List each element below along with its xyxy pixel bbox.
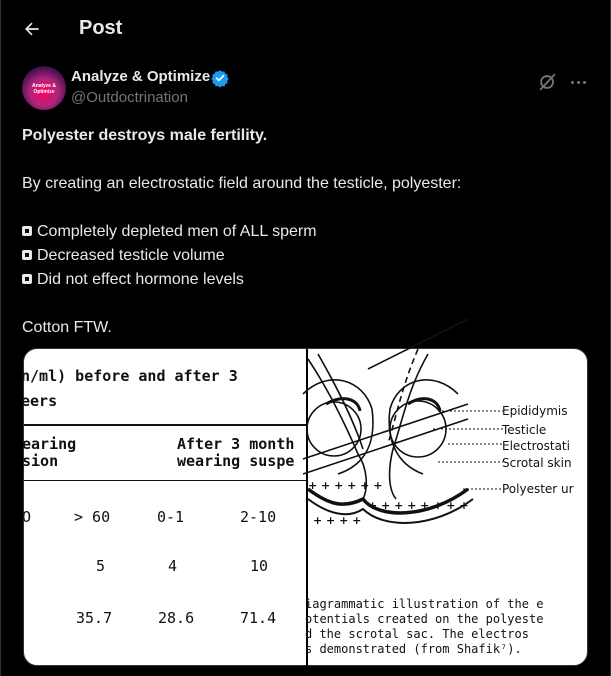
page-title: Post (79, 17, 123, 39)
bullet-square-icon (22, 226, 32, 236)
label-scrotal-skin: Scrotal skin (502, 456, 572, 470)
table-title-line-2: eers (21, 392, 58, 410)
more-dot-icon (583, 81, 586, 84)
author-handle[interactable]: @Outdoctrination (71, 89, 188, 106)
back-button[interactable] (14, 11, 50, 47)
table-header-left-2: sion (22, 452, 59, 470)
spacer (22, 292, 592, 316)
post-header (0, 0, 611, 58)
bullet-square-icon (22, 250, 32, 260)
diagram-caption-line: d the scrotal sac. The electros (305, 627, 529, 641)
table-header-left-1: earing (22, 435, 77, 453)
more-dot-icon (571, 81, 574, 84)
author-display-name[interactable]: Analyze & Optimize (71, 68, 211, 85)
avatar[interactable] (22, 66, 66, 110)
frame-border-left (0, 0, 1, 676)
label-electrostatic: Electrostati (502, 439, 570, 453)
post-media[interactable]: n/ml) before and after 3 eers earing sion After 3 month wearing suspe O > 60 0-1 2-10 5 4 10 35.7 28.6 71.4 + + + + + + + + + + + + + + + + + + Epididymis Testicle Electrostati Scrotal skin Polyester ur iagrammatic illustration of the e otentials created on the polyeste d the scrotal sac. The electros s demonstrated (from Shafik⁷). (23, 348, 588, 666)
bullet-item: Completely depleted men of ALL sperm (22, 220, 592, 244)
table-header-right-2: wearing suspe (177, 452, 295, 470)
post-headline: Polyester destroys male fertility. (22, 127, 268, 144)
table-header-right-1: After 3 month (177, 435, 295, 453)
svg-text:+ + + + + + + +: + + + + + + + + (368, 499, 469, 512)
post-text (22, 124, 592, 340)
label-testicle: Testicle (502, 423, 547, 437)
post-closing: Cotton FTW. (22, 319, 112, 336)
grok-icon[interactable] (537, 71, 559, 93)
table-rule (24, 424, 306, 426)
bullet-square-icon (22, 274, 32, 284)
verified-badge-icon[interactable] (211, 69, 229, 87)
bullet-item: Decreased testicle volume (22, 244, 592, 268)
table-title-line-1: n/ml) before and after 3 (21, 367, 238, 385)
svg-text:+ + + + + +: + + + + + + (308, 479, 383, 492)
diagram-caption-line: s demonstrated (from Shafik⁷). (305, 642, 522, 656)
svg-text:+ + + +: + + + + (313, 514, 362, 527)
more-dot-icon (577, 81, 580, 84)
avatar-logo-text: Analyze & Optimize (32, 83, 56, 95)
diagram-caption-line: otentials created on the polyeste (305, 612, 544, 626)
label-epididymis: Epididymis (502, 404, 568, 418)
bullet-item: Did not effect hormone levels (22, 268, 592, 292)
label-polyester: Polyester ur (502, 482, 574, 496)
post-author (22, 66, 582, 110)
diagram-caption-line: iagrammatic illustration of the e (305, 597, 544, 611)
table-rule (24, 480, 306, 481)
spacer (22, 148, 592, 172)
more-options-button[interactable] (567, 72, 589, 92)
post-intro: By creating an electrostatic field around the testicle, polyester: (22, 175, 462, 192)
arrow-left-icon (22, 19, 42, 39)
spacer (22, 196, 592, 220)
